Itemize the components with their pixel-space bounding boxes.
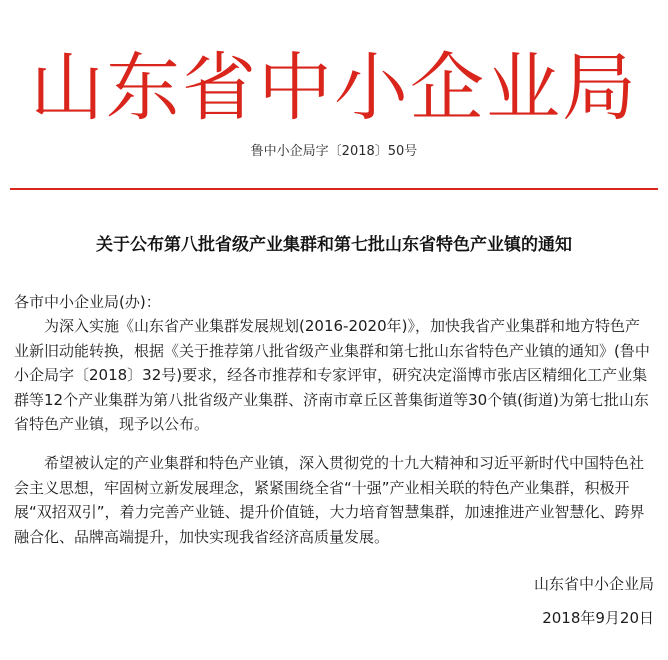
red-divider-line xyxy=(10,188,658,190)
body-paragraph-2: 希望被认定的产业集群和特色产业镇，深入贯彻党的十九大精神和习近平新时代中国特色社会主义思想，牢固树立新发展理念，紧紧围绕全省“十强”产业相关联的特色产业集群，积极开展“双招双引”，着力完善产业链、提升价值链，大力培育智慧集群，加速推进产业智慧化、跨界融合化、品牌高端提升，加快实现我省经济高质量发展。 xyxy=(14,454,645,546)
signature-organization: 山东省中小企业局 xyxy=(533,575,654,593)
document-number: 鲁中小企局字〔2018〕50号 xyxy=(250,144,418,159)
notice-title: 关于公布第八批省级产业集群和第七批山东省特色产业镇的通知 xyxy=(96,235,572,255)
masthead-title: 山东省中小企业局 xyxy=(30,45,638,131)
body-paragraph-1: 为深入实施《山东省产业集群发展规划(2016-2020年)》，加快我省产业集群和地方特色产业新旧动能转换，根据《关于推荐第八批省级产业集群和第七批山东省特色产业镇的通知》(鲁中小企局字〔2018〕32号)要求，经各市推荐和专家评审，研究决定淄博市张店区精细化工产业集群等12个产业集群为第八批省级产业集群、济南市章丘区普集街道等30个镇(街道)为第七批山东省特色产业镇，现予以公布。 xyxy=(14,317,650,433)
signature-date: 2018年9月20日 xyxy=(542,609,654,627)
salutation: 各市中小企业局(办)： xyxy=(14,293,161,311)
